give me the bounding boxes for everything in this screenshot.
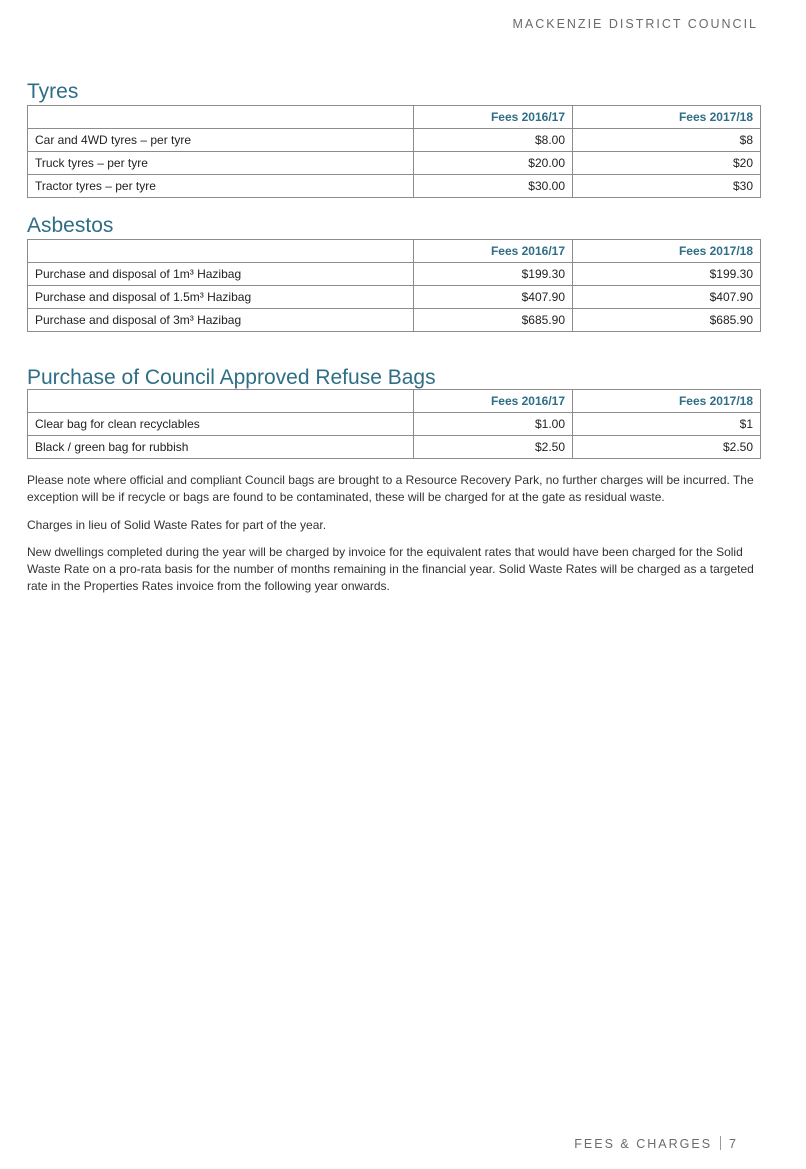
column-header-2017: Fees 2017/18 bbox=[573, 240, 761, 263]
table-row bbox=[28, 436, 761, 459]
asbestos-table bbox=[27, 239, 761, 332]
fee-2017: $20 bbox=[573, 152, 761, 175]
table-header-row bbox=[28, 390, 761, 413]
column-header-2016: Fees 2016/17 bbox=[414, 240, 573, 263]
fee-2016: $20.00 bbox=[414, 152, 573, 175]
refuse-bags-title: Purchase of Council Approved Refuse Bags bbox=[27, 366, 436, 389]
asbestos-title: Asbestos bbox=[27, 214, 114, 237]
fee-2016: $407.90 bbox=[414, 286, 573, 309]
table-row bbox=[28, 263, 761, 286]
table-row bbox=[28, 152, 761, 175]
fee-2017: $8 bbox=[573, 129, 761, 152]
fee-2017: $1 bbox=[573, 413, 761, 436]
table-row bbox=[28, 413, 761, 436]
fee-2017: $407.90 bbox=[573, 286, 761, 309]
row-label: Purchase and disposal of 3m³ Hazibag bbox=[28, 309, 414, 332]
table-row bbox=[28, 129, 761, 152]
fee-2016: $685.90 bbox=[414, 309, 573, 332]
row-label: Purchase and disposal of 1m³ Hazibag bbox=[28, 263, 414, 286]
column-header-2016: Fees 2016/17 bbox=[414, 106, 573, 129]
row-label: Purchase and disposal of 1.5m³ Hazibag bbox=[28, 286, 414, 309]
refuse-bags-table bbox=[27, 389, 761, 459]
tyres-title: Tyres bbox=[27, 80, 79, 103]
column-header-2017: Fees 2017/18 bbox=[573, 106, 761, 129]
fee-2016: $30.00 bbox=[414, 175, 573, 198]
page-number: 7 bbox=[729, 1137, 738, 1151]
fee-2017: $685.90 bbox=[573, 309, 761, 332]
row-label: Tractor tyres – per tyre bbox=[28, 175, 414, 198]
fee-2017: $199.30 bbox=[573, 263, 761, 286]
fee-2017: $2.50 bbox=[573, 436, 761, 459]
fee-2016: $2.50 bbox=[414, 436, 573, 459]
table-row bbox=[28, 286, 761, 309]
header-blank-cell bbox=[28, 390, 414, 413]
header-organisation: MACKENZIE DISTRICT COUNCIL bbox=[512, 17, 758, 31]
fee-2016: $199.30 bbox=[414, 263, 573, 286]
note-charges-in-lieu: Charges in lieu of Solid Waste Rates for part of the year. bbox=[27, 518, 327, 532]
table-row bbox=[28, 175, 761, 198]
footer-section: FEES & CHARGES bbox=[574, 1137, 713, 1151]
table-header-row bbox=[28, 240, 761, 263]
table-header-row bbox=[28, 106, 761, 129]
fee-2016: $1.00 bbox=[414, 413, 573, 436]
row-label: Black / green bag for rubbish bbox=[28, 436, 414, 459]
footer-divider bbox=[720, 1136, 721, 1150]
tyres-table bbox=[27, 105, 761, 198]
table-row bbox=[28, 309, 761, 332]
row-label: Car and 4WD tyres – per tyre bbox=[28, 129, 414, 152]
column-header-2017: Fees 2017/18 bbox=[573, 390, 761, 413]
note-bags-contamination: Please note where official and compliant Council bags are brought to a Resource Recovery Park, no further charges will be incurred. The exception will be if recycle or bags are found to be contaminated, these will be charged for at the gate as residual waste. bbox=[27, 473, 754, 504]
row-label: Clear bag for clean recyclables bbox=[28, 413, 414, 436]
fee-2016: $8.00 bbox=[414, 129, 573, 152]
header-blank-cell bbox=[28, 240, 414, 263]
page-footer bbox=[574, 1136, 738, 1151]
row-label: Truck tyres – per tyre bbox=[28, 152, 414, 175]
fee-2017: $30 bbox=[573, 175, 761, 198]
note-new-dwellings: New dwellings completed during the year will be charged by invoice for the equivalent rates that would have been charged for the Solid Waste Rate on a pro-rata basis for the number of months remaining in the financial year. Solid Waste Rates will be charged as a targeted rate in the Properties Rates invoice from the following year onwards. bbox=[27, 545, 754, 593]
header-blank-cell bbox=[28, 106, 414, 129]
column-header-2016: Fees 2016/17 bbox=[414, 390, 573, 413]
